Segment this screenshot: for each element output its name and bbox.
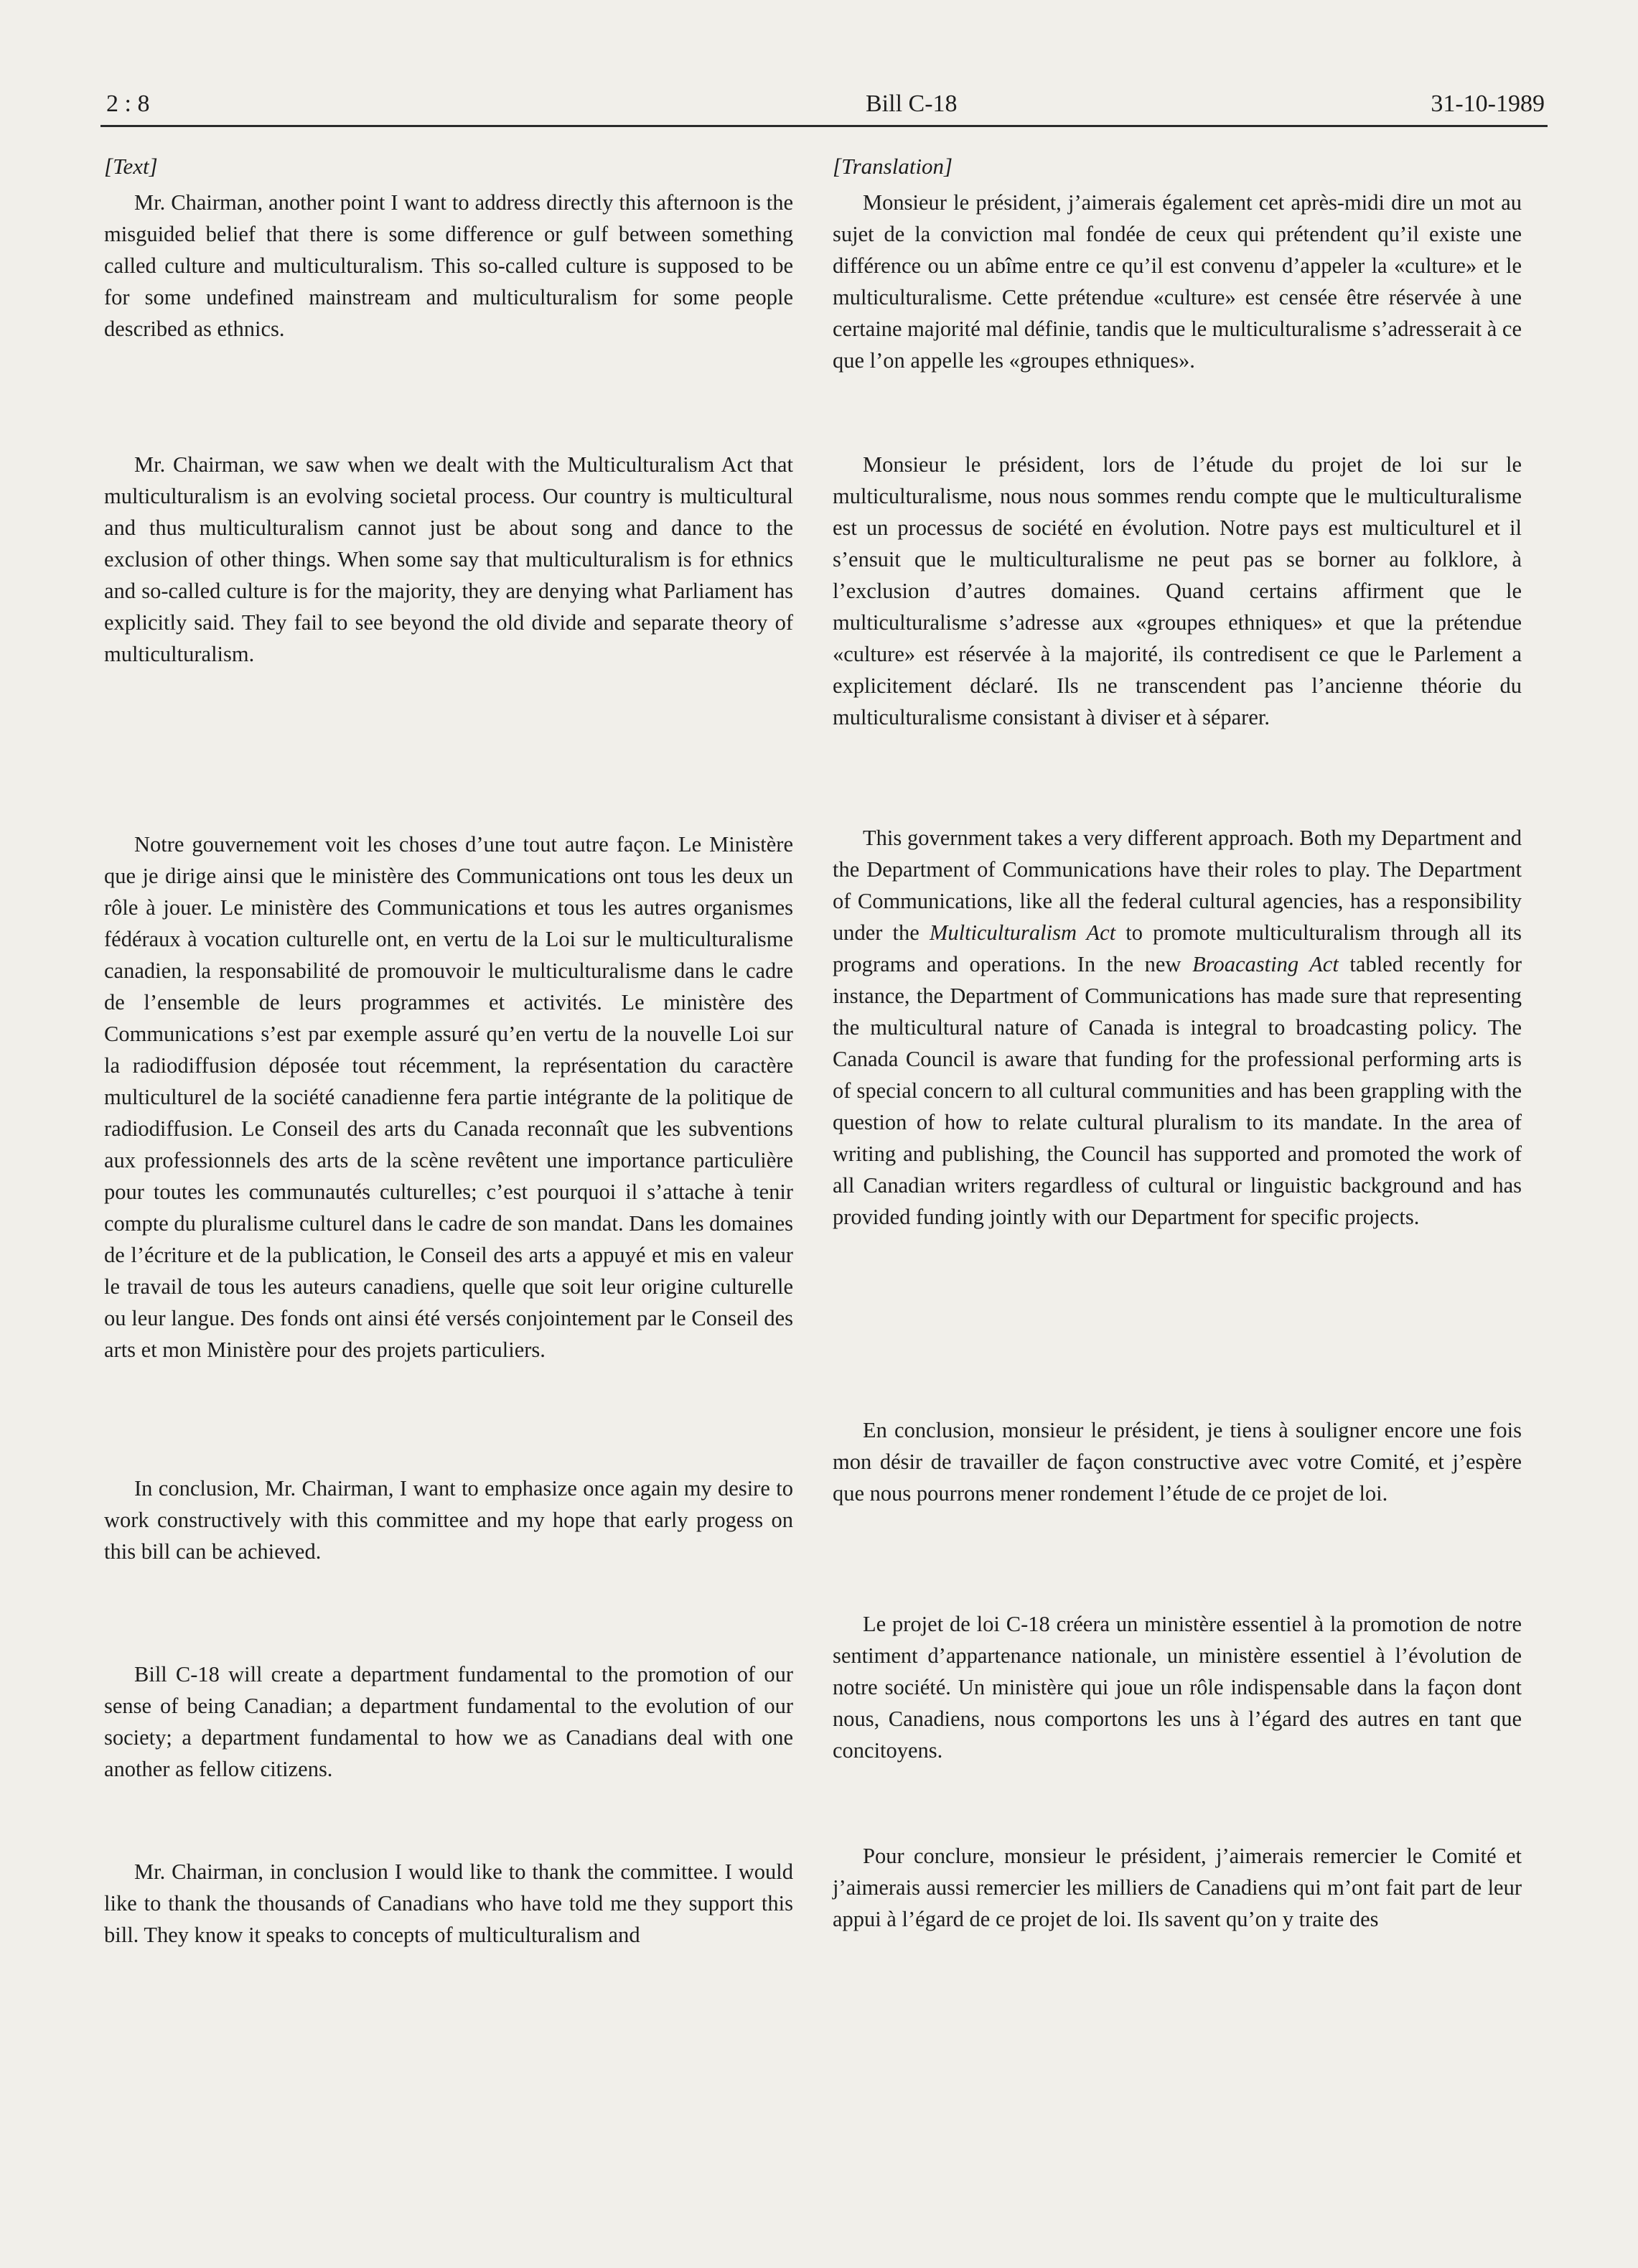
translation-label: [Translation] — [833, 154, 953, 179]
right-paragraph: En conclusion, monsieur le président, je tiens à souligner encore une fois mon désir de travailler de façon constructive avec votre Comité, et j’espère que nous pourrons mener rondement l’étude de ce projet de loi. — [833, 1418, 1522, 1506]
left-paragraph: Notre gouvernement voit les choses d’une tout autre façon. Le Ministère que je dirige ainsi que le ministère des Communications ont tous les deux un rôle à jouer. Le ministère des Communications et tous les autres organismes fédéraux à vocation culturelle ont, en vertu de la Loi sur le multiculturalisme canadien, la responsabilité de promouvoir le multiculturalisme dans le cadre de l’ensemble de leurs programmes et activités. Le ministère des Communications s’est par exemple assuré qu’en vertu de la nouvelle Loi sur la radiodiffusion déposée tout récemment, la représentation du caractère multiculturel de la société canadienne fera partie intégrante de la politique de radiodiffusion. Le Conseil des arts du Canada reconnaît que les subventions aux professionnels des arts de la scène revêtent une importance particulière pour toutes les communautés culturelles; c’est pourquoi il s’attache à tenir compte du pluralisme culturel dans le cadre de son mandat. Dans les domaines de l’écriture et de la publication, le Conseil des arts a appuyé et mis en valeur le travail de tous les auteurs canadiens, quelle que soit leur origine culturelle ou leur langue. Des fonds ont ainsi été versés conjointement par le Conseil des arts et mon Ministère pour des projets particuliers. — [104, 832, 793, 1362]
right-paragraph: Monsieur le président, lors de l’étude du projet de loi sur le multiculturalisme, nous nous sommes rendu compte que le multiculturalisme est un processus de société en évolution. Notre pays est multiculturel et il s’ensuit que le multiculturalisme ne peut pas se borner au folklore, à l’exclusion d’autres domaines. Quand certains affirment que le multiculturalisme s’adresse aux «groupes ethniques» et que la prétendue «culture» est réservée à la majorité, ils contredisent ce que le Parlement a explicitement déclaré. Ils ne transcendent pas l’ancienne théorie du multiculturalisme consistant à diviser et à séparer. — [833, 452, 1522, 729]
right-paragraph: Le projet de loi C-18 créera un ministère essentiel à la promotion de notre sentiment d’appartenance nationale, un ministère essentiel à l’évolution de notre société. Un ministère qui joue un rôle indispensable dans la façon dont nous, Canadiens, nous comportons les uns à l’égard des autres en tant que concitoyens. — [833, 1612, 1522, 1763]
right-paragraph: Monsieur le président, j’aimerais également cet après-midi dire un mot au sujet de la conviction mal fondée de ceux qui prétendent qu’il existe une différence ou un abîme entre ce qu’il est convenu d’appeler la «culture» et le multiculturalisme. Cette prétendue «culture» est censée être réservée à une certaine majorité mal définie, tandis que le multiculturalisme s’adresserait à ce que l’on appelle les «groupes ethniques». — [833, 190, 1522, 373]
left-paragraph: In conclusion, Mr. Chairman, I want to emphasize once again my desire to work constructively with this committee and my hope that early progess on this bill can be achieved. — [104, 1476, 793, 1564]
left-paragraph: Bill C-18 will create a department fundamental to the promotion of our sense of being Canadian; a department fundamental to the evolution of our society; a department fundamental to how we as Canadians deal with one another as fellow citizens. — [104, 1662, 793, 1781]
act-title: Multiculturalism Act — [929, 920, 1116, 945]
text-label: [Text] — [104, 154, 158, 179]
sitting-date: 31-10-1989 — [1431, 90, 1545, 117]
paragraph-text: This government takes a very different approach. Both my Department and the Department of Communications have their roles to play. The Department of Communications, like all the federal cultural agencies, has a responsibility under the — [833, 826, 1522, 945]
right-paragraph: Pour conclure, monsieur le président, j’aimerais remercier le Comité et j’aimerais aussi remercier les milliers de Canadiens qui m’ont fait part de leur appui à l’égard de ce projet de loi. Ils savent qu’on y traite des — [833, 1844, 1522, 1931]
left-paragraph: Mr. Chairman, in conclusion I would like to thank the committee. I would like to thank the thousands of Canadians who have told me they support this bill. They know it speaks to concepts of multiculturalism and — [104, 1859, 793, 1947]
page-number: 2 : 8 — [106, 90, 150, 117]
act-title: Broacasting Act — [1192, 952, 1339, 976]
bill-title: Bill C-18 — [866, 90, 958, 117]
paragraph-text: tabled recently for instance, the Department of Communications has made sure that representing the multicultural nature of Canada is integral to broadcasting policy. The Canada Council is aware that funding for the professional performing arts is of special concern to all cultural communities and has been grappling with the question of how to relate cultural pluralism to its mandate. In the area of writing and publishing, the Council has supported and promoted the work of all Canadian writers regardless of cultural or linguistic background and has provided funding jointly with our Department for specific projects. — [833, 952, 1522, 1229]
paragraph-text: to promote multiculturalism through all its programs and operations. In the new — [833, 920, 1522, 976]
left-paragraph: Mr. Chairman, we saw when we dealt with the Multiculturalism Act that multiculturalism is an evolving societal process. Our country is multicultural and thus multiculturalism cannot just be about song and dance to the exclusion of other things. When some say that multiculturalism is for ethnics and so-called culture is for the majority, they are denying what Parliament has explicitly said. They fail to see beyond the old divide and separate theory of multiculturalism. — [104, 452, 793, 666]
left-paragraph: Mr. Chairman, another point I want to address directly this afternoon is the misguided belief that there is some difference or gulf between something called culture and multiculturalism. This so-called culture is supposed to be for some undefined mainstream and multiculturalism for some people described as ethnics. — [104, 190, 793, 341]
page-header — [100, 80, 1548, 127]
right-paragraph — [833, 822, 1522, 1233]
